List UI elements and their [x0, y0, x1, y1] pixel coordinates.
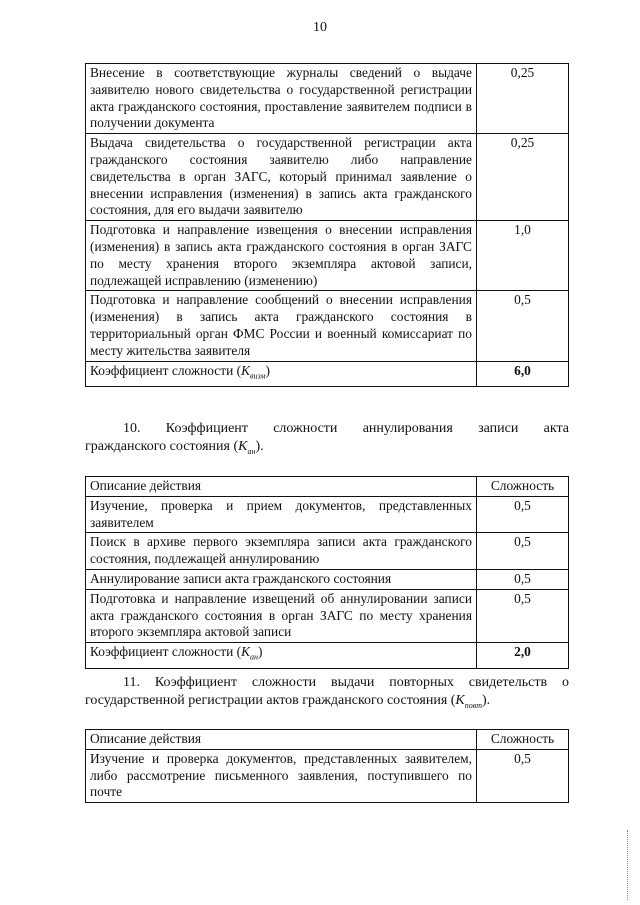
- column-header-complexity: Сложность: [477, 730, 569, 750]
- complexity-value: 0,5: [477, 589, 569, 642]
- action-description: Аннулирование записи акта гражданского состояния: [86, 569, 477, 589]
- table-row: [86, 134, 569, 221]
- total-row: [86, 361, 569, 386]
- table-row: [86, 291, 569, 361]
- complexity-value: 0,5: [477, 291, 569, 361]
- table-row: [86, 589, 569, 642]
- table-row: [86, 749, 569, 802]
- action-description: Подготовка и направление извещений об аннулировании записи акта гражданского состояния в орган ЗАГС по месту хранения второго экземпляра актовой записи: [86, 589, 477, 642]
- total-value: 2,0: [477, 643, 569, 668]
- column-header-description: Описание действия: [86, 730, 477, 750]
- complexity-value: 0,5: [477, 569, 569, 589]
- table-row: [86, 64, 569, 134]
- complexity-value: 0,5: [477, 496, 569, 533]
- section-line: 10. Коэффициент сложности аннулирования записи акта: [123, 421, 569, 436]
- action-description: Подготовка и направление сообщений о внесении исправления (изменения) в запись акта гражданского состояния в территориальный орган ФМС России и военный комиссариат по месту жительства заявителя: [86, 291, 477, 361]
- complexity-value: 1,0: [477, 221, 569, 291]
- section-11-heading: [85, 674, 569, 715]
- action-description: Подготовка и направление извещения о внесении исправления (изменения) в запись акта гражданского состояния в орган ЗАГС по месту хранения второго экземпляра актовой записи, подлежащей исправлению (изменению): [86, 221, 477, 291]
- total-label: Коэффициент сложности $(K_{визм})$: [86, 361, 477, 386]
- column-header-complexity: Сложность: [477, 477, 569, 497]
- complexity-value: 0,25: [477, 64, 569, 134]
- total-value: 6,0: [477, 361, 569, 386]
- section-line: гражданского состояния $(K_{ан})$.: [85, 439, 264, 456]
- action-description: Выдача свидетельства о государственной регистрации акта гражданского состояния заявителю либо направление свидетельства в орган ЗАГС, который принимал заявление о внесении исправления (изменения) в запись акта гражданского состояния, для его выдачи заявителю: [86, 134, 477, 221]
- table-row: [86, 496, 569, 533]
- complexity-table-repeat-certificates: [85, 729, 569, 803]
- complexity-table-annulment: [85, 476, 569, 669]
- complexity-value: 0,5: [477, 533, 569, 570]
- table-row: [86, 221, 569, 291]
- table-header-row: [86, 730, 569, 750]
- page-number: 10: [313, 20, 327, 35]
- action-description: Поиск в архиве первого экземпляра записи акта гражданского состояния, подлежащей аннулированию: [86, 533, 477, 570]
- complexity-value: 0,25: [477, 134, 569, 221]
- table-row: [86, 569, 569, 589]
- section-line: государственной регистрации актов гражданского состояния $(K_{повт})$.: [85, 693, 491, 710]
- table-row: [86, 533, 569, 570]
- complexity-table-correction: [85, 63, 569, 387]
- scan-edge-marks: [627, 830, 630, 900]
- complexity-value: 0,5: [477, 749, 569, 802]
- total-label: Коэффициент сложности $(K_{ан})$: [86, 643, 477, 668]
- action-description: Изучение и проверка документов, представленных заявителем, либо рассмотрение письменного заявления, поступившего по почте: [86, 749, 477, 802]
- section-line: 11. Коэффициент сложности выдачи повторных свидетельств о: [123, 675, 569, 690]
- action-description: Внесение в соответствующие журналы сведений о выдаче заявителю нового свидетельства о государственной регистрации акта гражданского состояния, проставление заявителем подписи в получении документа: [86, 64, 477, 134]
- table-header-row: [86, 477, 569, 497]
- action-description: Изучение, проверка и прием документов, представленных заявителем: [86, 496, 477, 533]
- column-header-description: Описание действия: [86, 477, 477, 497]
- total-row: [86, 643, 569, 668]
- section-10-heading: [85, 420, 569, 461]
